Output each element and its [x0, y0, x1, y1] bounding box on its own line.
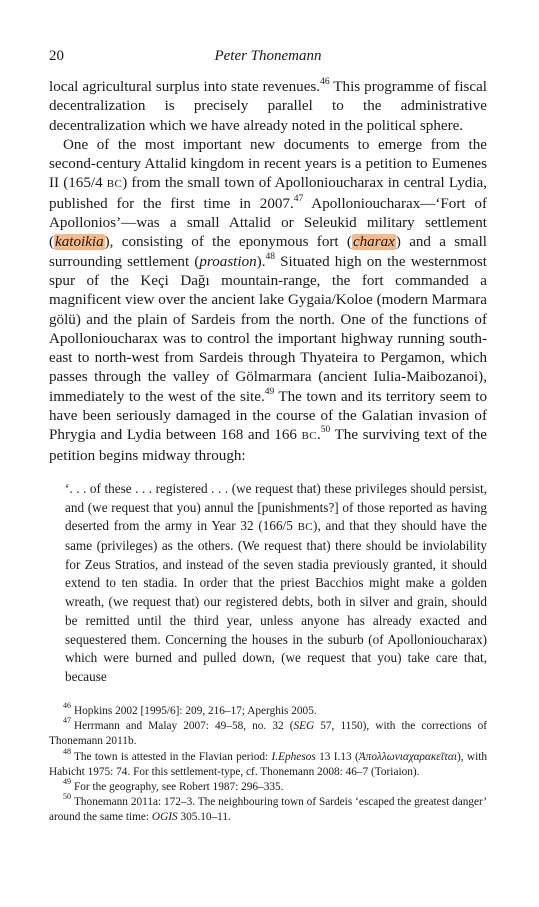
footnote-ref-48: 48 — [265, 251, 275, 262]
text-span: . — [316, 427, 321, 444]
footnote-text: Thonemann 2011a: 172–3. The neighbouring town of Sardeis ‘escaped the greatest danger’ around the same time: — [49, 796, 487, 824]
era-abbr: BC — [301, 430, 317, 443]
highlight-charax: charax — [352, 234, 395, 251]
footnote-number: 46 — [63, 701, 71, 711]
running-head: Peter Thonemann — [214, 48, 322, 64]
footnote-number: 48 — [63, 746, 71, 756]
footnote-text: The town is attested in the Flavian period: — [74, 750, 272, 763]
footnotes — [49, 701, 488, 826]
footnote-text: Herrmann and Malay 2007: 49–58, no. 32 ( — [74, 720, 294, 733]
greek-term: Ἀπολλωνιαχαρακεῖται — [358, 750, 457, 763]
text-span: The town and its territory seem to have been seriously damaged in the course of the Galatian invasion of Phrygia and Lydia between 168 and 166 — [49, 388, 488, 444]
footnote-text: ), with Habicht 1975: 74. For this settlement-type, cf. Thonemann 2008: 46–7 (Toriaion). — [49, 750, 488, 778]
text-span: ), consisting of the eponymous fort ( — [104, 234, 352, 251]
citation-ogis: OGIS — [151, 811, 178, 824]
highlight-katoikia: katoikia — [55, 234, 104, 251]
footnote-ref-50: 50 — [320, 425, 331, 436]
citation-seg: SEG — [293, 720, 315, 733]
era-abbr: BC — [106, 178, 123, 191]
text-span: The surviving text of the petition begins midway through: — [49, 427, 487, 464]
footnote-ref-47: 47 — [293, 193, 304, 204]
footnote-text: 13 I.13 ( — [315, 750, 359, 763]
footnote-47 — [49, 716, 487, 749]
text-span: Situated high on the westernmost spur of the Keçi Dağı mountain-range, the fort commanded a magnificent view over the ancient lake Gygaia/Koloe (modern Marmara gölü) and the plain of Sardeis from the north. One of the functions of Apollonioucharax was to control the important highway running south-east to north-west from Sardeis through Thyateira to Pergamon, which passes through the valley of Gölmarmara (ancient Iulia-Maibozanoi), immediately to the west of the site. — [49, 253, 487, 405]
footnote-46 — [49, 701, 487, 719]
text-span: ), and that they should have the same (privileges) as the others. (We request that) there should be inviolability for Zeus Stratios, and instead of the seven stadia previously granted, it should extend to ten stadia. In order that the priest Bacchios might make a golden wreath, (we request that) our registered debts, both in silver and grain, should be remitted until the third year, unless anyone has already exacted and sequestered them. Concerning the houses in the suburb (of Apollonioucharax) which were burned and pulled down, (we request that you) take care that, because — [65, 518, 487, 684]
footnote-ref-49: 49 — [264, 386, 275, 397]
footnote-text: For the geography, see Robert 1987: 296–335. — [74, 781, 284, 794]
footnote-text: 57, 1150), with the corrections of Thonemann 2011b. — [49, 720, 487, 748]
footnote-50 — [49, 792, 487, 825]
footnote-number: 49 — [63, 777, 71, 787]
paragraph-1 — [49, 78, 487, 136]
page-number: 20 — [49, 48, 64, 64]
footnote-text: Hopkins 2002 [1995/6]: 209, 216–17; Aperghis 2005. — [74, 705, 317, 717]
footnote-48 — [49, 746, 488, 780]
term-proastion: proastion — [199, 253, 257, 270]
block-quote — [65, 480, 487, 687]
text-span: ‘. . . of these . . . registered . . . (we request that) these privileges should persist, and (we request that you) annul the [punishments?] of those reported as having deserted from the army in Year 32 (166/5 — [65, 480, 487, 534]
footnote-number: 50 — [63, 792, 71, 802]
text-span: ) and a small surrounding settlement ( — [49, 234, 487, 270]
paragraph-2 — [49, 136, 487, 466]
era-abbr: BC — [297, 521, 314, 534]
text-span: This programme of fiscal decentralization is precisely parallel to the administrative decentralization which we have already noted in the political sphere. — [49, 79, 487, 134]
text-span: local agricultural surplus into state revenues. — [49, 79, 321, 95]
footnote-number: 47 — [63, 716, 71, 726]
page-header — [49, 48, 487, 68]
text-span: ). — [256, 253, 266, 270]
footnote-ref-46: 46 — [320, 76, 330, 87]
citation-iephesos: I.Ephesos — [271, 750, 316, 763]
text-span: ) from the small town of Apollonioucharax in central Lydia, published for the first time in 2007. — [49, 175, 487, 212]
footnote-text: 305.10–11. — [177, 811, 231, 824]
footnote-49 — [49, 777, 487, 795]
text-span: One of the most important new documents to emerge from the second-century Attalid kingdom in recent years is a petition to Eumenes II (165/4 — [49, 136, 487, 192]
text-span: Apollonioucharax—‘Fort of Apollonios’—was a small Attalid or Seleukid military settlement ( — [49, 195, 487, 251]
main-text — [49, 78, 487, 687]
